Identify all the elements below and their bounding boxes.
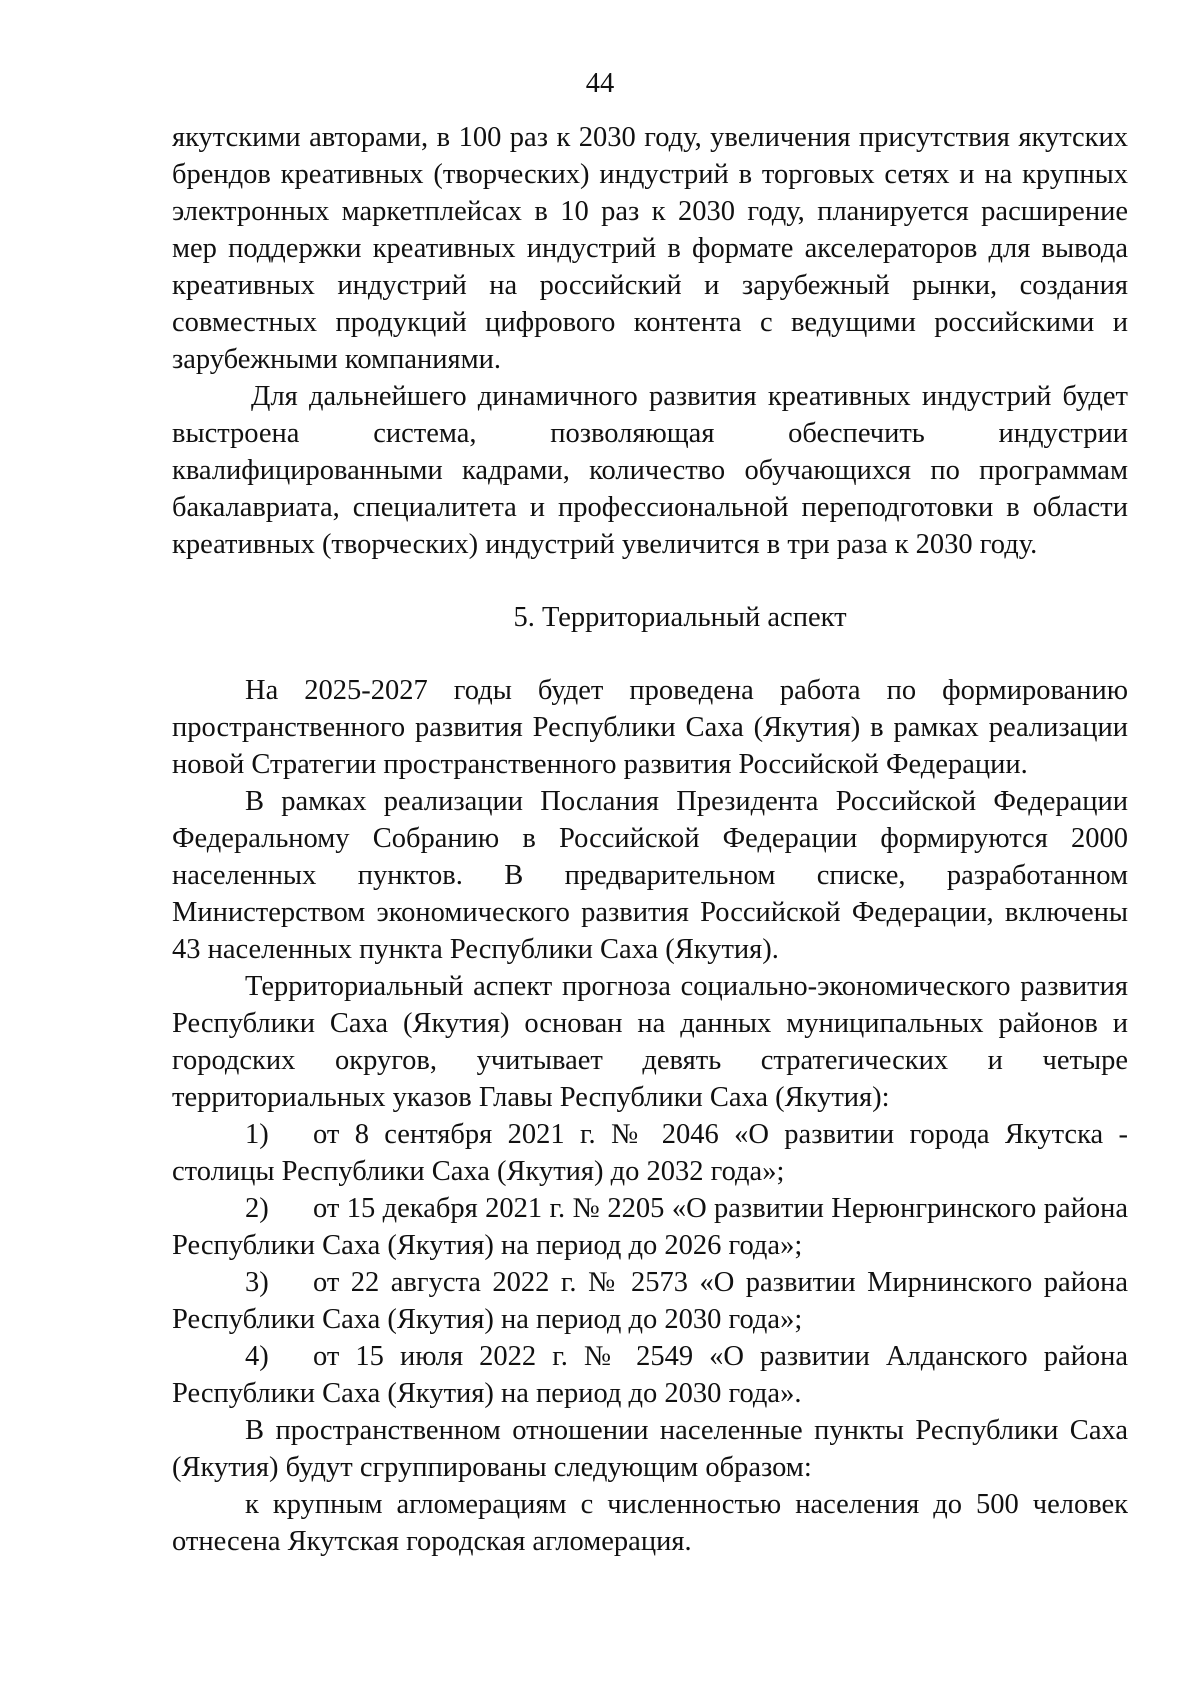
- paragraph-creative-personnel: Для дальнейшего динамичного развития креативных индустрий будет выстроена система, позволяющая обеспечить индустрии квалифицированными кадрами, количество обучающихся по программам бакалавриата, специалитета и профессиональной переподготовки в области креативных (творческих) индустрий увеличится в три раза к 2030 году.: [172, 381, 1128, 560]
- spacer: [172, 563, 1128, 599]
- paragraph-spatial-grouping: В пространственном отношении населенные пункты Республики Саха (Якутия) будут сгруппированы следующим образом:: [172, 1415, 1128, 1483]
- document-body: [172, 119, 1128, 1560]
- list-item-decree-1: [172, 1116, 1128, 1190]
- list-item-decree-3: [172, 1264, 1128, 1338]
- list-item-number: 2): [245, 1193, 269, 1224]
- paragraph-agglomeration: к крупным агломерациям с численностью населения до 500 человек отнесена Якутская городская агломерация.: [172, 1489, 1128, 1557]
- section-heading: 5. Территориальный аспект: [513, 602, 847, 633]
- list-item-decree-4: [172, 1338, 1128, 1412]
- list-item-number: 1): [245, 1119, 269, 1150]
- list-item-text: от 15 июля 2022 г. № 2549 «О развитии Алданского района Республики Саха (Якутия) на период до 2030 года».: [172, 1341, 1128, 1409]
- list-item-text: от 22 августа 2022 г. № 2573 «О развитии Мирнинского района Республики Саха (Якутия) на период до 2030 года»;: [172, 1267, 1128, 1335]
- list-item-text: от 8 сентября 2021 г. № 2046 «О развитии города Якутска - столицы Республики Саха (Якутия) до 2032 года»;: [172, 1119, 1128, 1187]
- paragraph-spatial-development: На 2025-2027 годы будет проведена работа по формированию пространственного развития Республики Саха (Якутия) в рамках реализации новой Стратегии пространственного развития Российской Федерации.: [172, 675, 1128, 780]
- list-item-text: от 15 декабря 2021 г. № 2205 «О развитии Нерюнгринского района Республики Саха (Якутия) на период до 2026 года»;: [172, 1193, 1128, 1261]
- page-number: 44: [585, 68, 615, 99]
- paragraph-creative-support: якутскими авторами, в 100 раз к 2030 году, увеличения присутствия якутских брендов креативных (творческих) индустрий в торговых сетях и на крупных электронных маркетплейсах в 10 раз к 2030 году, планируется расширение мер поддержки креативных индустрий в формате акселераторов для вывода креативных индустрий на российский и зарубежный рынки, создания совместных продукций цифрового контента с ведущими российскими и зарубежными компаниями.: [172, 122, 1128, 375]
- spacer: [172, 636, 1128, 672]
- list-item-number: 3): [245, 1267, 269, 1298]
- list-item-decree-2: [172, 1190, 1128, 1264]
- paragraph-presidential-address: В рамках реализации Послания Президента Российской Федерации Федеральному Собранию в Российской Федерации формируются 2000 населенных пунктов. В предварительном списке, разработанном Министерством экономического развития Российской Федерации, включены 43 населенных пункта Республики Саха (Якутия).: [172, 786, 1128, 965]
- paragraph-territorial-aspect: Территориальный аспект прогноза социально-экономического развития Республики Саха (Якутия) основан на данных муниципальных районов и городских округов, учитывает девять стратегических и четыре территориальных указов Главы Республики Саха (Якутия):: [172, 971, 1128, 1113]
- list-item-number: 4): [245, 1341, 269, 1372]
